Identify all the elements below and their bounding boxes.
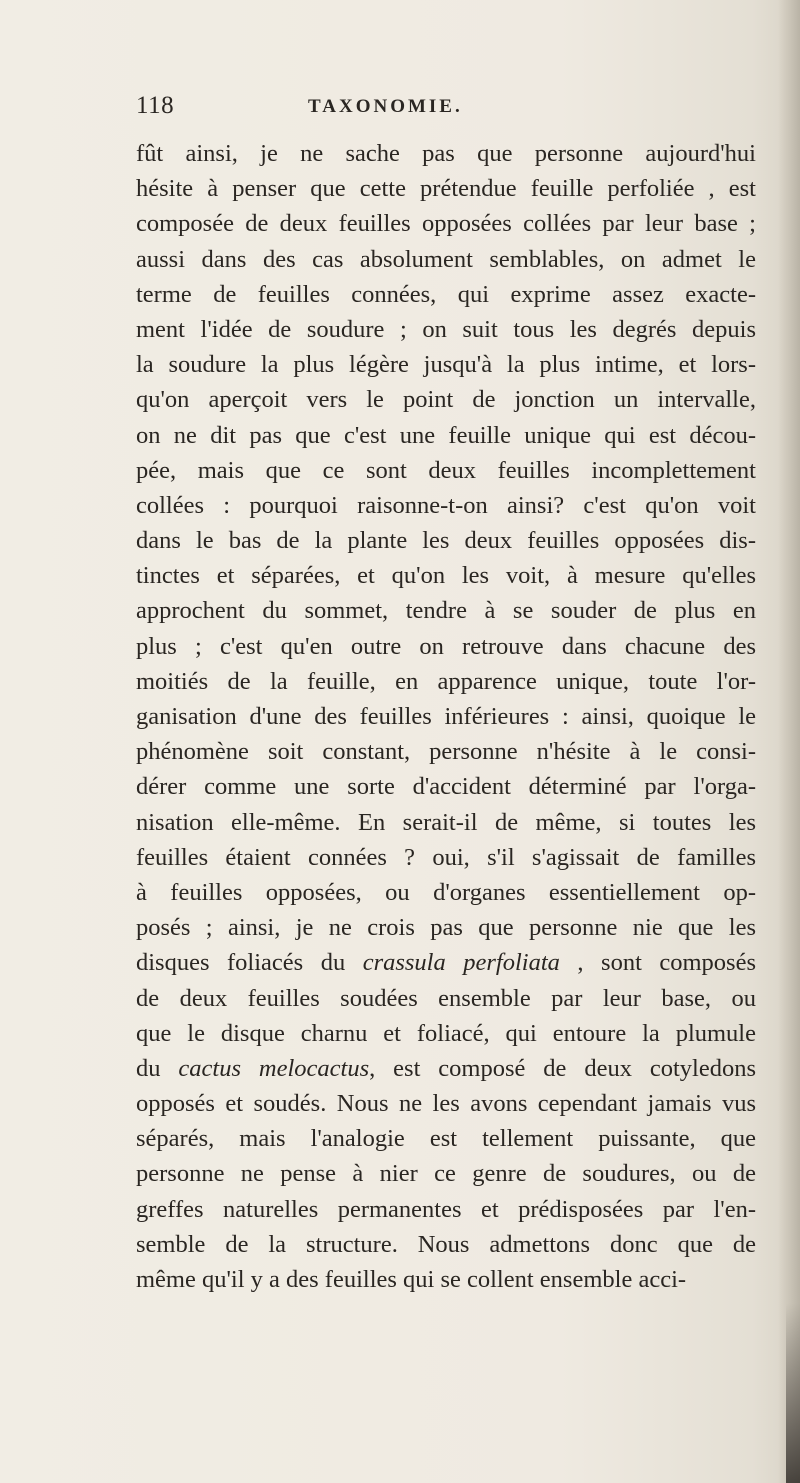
italic-taxon-name: crassula perfoliata xyxy=(362,949,560,977)
text-segment: aussi dans des cas absolument semblables, on admet le xyxy=(136,245,756,273)
text-line xyxy=(136,453,756,488)
text-segment: hésite à penser que cette prétendue feuille perfoliée , est xyxy=(136,175,756,203)
text-line xyxy=(136,277,756,312)
text-line xyxy=(136,558,756,593)
text-line xyxy=(136,699,756,734)
text-segment: ganisation d'une des feuilles inférieures : ainsi, quoique le xyxy=(136,703,756,730)
text-segment: personne ne pense à nier ce genre de soudures, ou de xyxy=(136,1160,756,1188)
text-segment: pée, mais que ce sont deux feuilles incomplettement xyxy=(136,456,756,484)
text-line xyxy=(136,382,756,417)
text-line xyxy=(136,1262,756,1297)
text-segment: séparés, mais l'analogie est tellement puissante, que xyxy=(136,1125,756,1153)
text-line xyxy=(136,488,756,523)
text-line xyxy=(136,769,756,804)
text-segment: tinctes et séparées, et qu'on les voit, à mesure qu'elles xyxy=(136,562,756,590)
text-segment: qu'on aperçoit vers le point de jonction un intervalle, xyxy=(136,386,756,414)
page-header xyxy=(136,92,756,124)
text-segment: , sont composés xyxy=(559,949,757,977)
text-segment: la soudure la plus légère jusqu'à la plus intime, et lors- xyxy=(136,351,756,379)
text-line xyxy=(136,840,756,875)
text-line xyxy=(136,1086,756,1121)
text-segment: plus ; c'est qu'en outre on retrouve dans chacune des xyxy=(136,632,756,660)
text-segment: du xyxy=(136,1054,179,1082)
text-segment: disques foliacés du xyxy=(136,949,363,977)
text-segment: semble de la structure. Nous admettons donc que de xyxy=(136,1230,756,1258)
text-line xyxy=(136,1156,756,1191)
text-line xyxy=(136,593,756,628)
text-segment: composée de deux feuilles opposées collées par leur base ; xyxy=(136,210,756,238)
text-line xyxy=(136,664,756,699)
text-line xyxy=(136,347,756,382)
text-segment: de deux feuilles soudées ensemble par leur base, ou xyxy=(136,984,756,1012)
text-segment: , est composé de deux cotyledons xyxy=(369,1054,757,1082)
text-line xyxy=(136,629,756,664)
text-line xyxy=(136,1016,756,1051)
text-line xyxy=(136,945,756,980)
text-line xyxy=(136,418,756,453)
text-line xyxy=(136,981,756,1016)
text-segment: posés ; ainsi, je ne crois pas que personne nie que les xyxy=(136,914,756,942)
text-line xyxy=(136,206,756,241)
text-segment: phénomène soit constant, personne n'hésite à le consi- xyxy=(136,738,756,766)
text-line xyxy=(136,805,756,840)
text-segment: feuilles étaient connées ? oui, s'il s'agissait de familles xyxy=(136,843,756,871)
text-segment: même qu'il y a des feuilles qui se collent ensemble acci- xyxy=(136,1266,687,1293)
text-segment: on ne dit pas que c'est une feuille unique qui est décou- xyxy=(136,421,756,449)
text-segment: à feuilles opposées, ou d'organes essentiellement op- xyxy=(136,878,756,906)
text-line xyxy=(136,523,756,558)
text-line xyxy=(136,734,756,769)
page-number: 118 xyxy=(136,92,175,119)
text-line xyxy=(136,1192,756,1227)
text-segment: approchent du sommet, tendre à se souder de plus en xyxy=(136,597,756,625)
text-line xyxy=(136,1051,756,1086)
italic-taxon-name: cactus melocactus xyxy=(178,1054,370,1082)
text-line xyxy=(136,242,756,277)
text-segment: terme de feuilles connées, qui exprime assez exacte- xyxy=(136,280,756,308)
text-segment: moitiés de la feuille, en apparence unique, toute l'or- xyxy=(136,667,756,695)
text-segment: opposés et soudés. Nous ne les avons cependant jamais vus xyxy=(136,1090,756,1118)
text-line xyxy=(136,136,756,171)
text-line xyxy=(136,910,756,945)
running-title: TAXONOMIE. xyxy=(308,96,463,117)
text-segment: dérer comme une sorte d'accident déterminé par l'orga- xyxy=(136,773,756,801)
text-segment: que le disque charnu et foliacé, qui entoure la plumule xyxy=(136,1019,756,1047)
text-line xyxy=(136,1121,756,1156)
text-line xyxy=(136,1227,756,1262)
text-line xyxy=(136,312,756,347)
text-segment: dans le bas de la plante les deux feuilles opposées dis- xyxy=(136,527,756,555)
text-segment: fût ainsi, je ne sache pas que personne aujourd'hui xyxy=(136,140,756,167)
text-segment: collées : pourquoi raisonne-t-on ainsi? c'est qu'on voit xyxy=(136,491,756,519)
text-segment: greffes naturelles permanentes et prédisposées par l'en- xyxy=(136,1195,756,1223)
page-edge-shadow xyxy=(786,1303,800,1483)
text-line xyxy=(136,875,756,910)
page-edge xyxy=(778,0,800,1483)
text-line xyxy=(136,171,756,206)
text-segment: nisation elle-même. En serait-il de même, si toutes les xyxy=(136,808,756,836)
text-segment: ment l'idée de soudure ; on suit tous les degrés depuis xyxy=(136,315,756,343)
body-text xyxy=(136,136,756,1297)
